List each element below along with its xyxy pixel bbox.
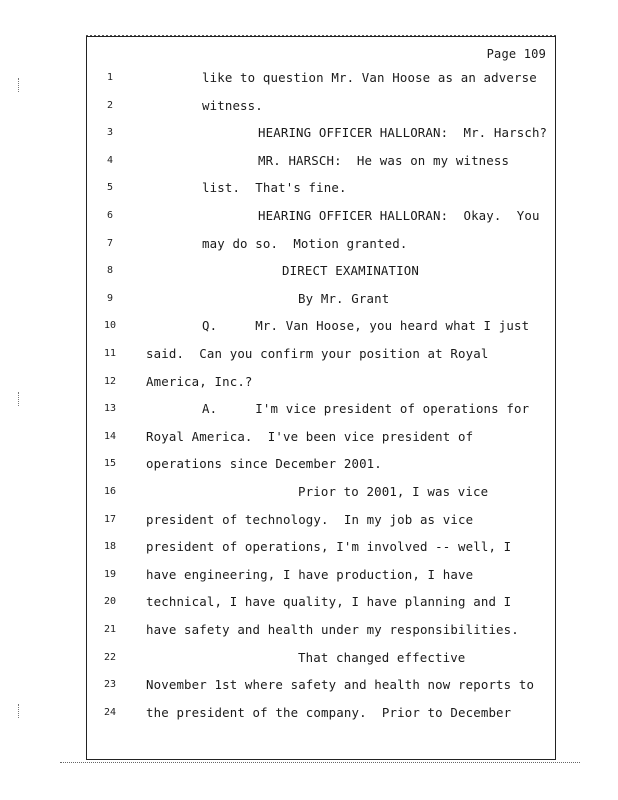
- transcript-line: [86, 291, 556, 309]
- left-margin-mark: [18, 392, 23, 406]
- transcript-line: [86, 622, 556, 640]
- line-number: 11: [103, 348, 117, 359]
- line-number: 14: [103, 430, 117, 442]
- line-text: have engineering, I have production, I have: [146, 566, 474, 582]
- transcript-line: [86, 484, 556, 502]
- transcript-line: [86, 677, 556, 695]
- transcript-line: [86, 153, 556, 171]
- line-text: list. That's fine.: [202, 180, 347, 196]
- transcript-line: [86, 346, 556, 364]
- line-number: 3: [106, 127, 114, 139]
- line-text: like to question Mr. Van Hoose as an adverse: [202, 70, 537, 85]
- line-number: 12: [103, 375, 117, 387]
- transcript-line: [86, 208, 556, 226]
- line-text: HEARING OFFICER HALLORAN: Okay. You: [258, 208, 540, 223]
- left-margin-mark: [18, 78, 23, 92]
- bottom-border-rule: [60, 762, 580, 763]
- transcript-line: [86, 401, 556, 419]
- transcript-line: [86, 650, 556, 668]
- line-text: operations since December 2001.: [146, 456, 382, 472]
- line-text: Royal America. I've been vice president of: [146, 428, 474, 444]
- line-number: 16: [103, 486, 117, 497]
- line-number: 8: [106, 265, 114, 277]
- line-number: 7: [106, 237, 114, 249]
- line-number: 17: [103, 513, 117, 525]
- line-text: A. I'm vice president of operations for: [202, 401, 530, 417]
- page-number: Page 109: [486, 47, 546, 61]
- left-margin-mark: [18, 704, 23, 718]
- transcript-line: [86, 70, 556, 88]
- transcript-line: [86, 429, 556, 447]
- line-text: MR. HARSCH: He was on my witness: [258, 152, 510, 168]
- line-number: 20: [103, 596, 117, 608]
- line-text: DIRECT EXAMINATION: [282, 263, 419, 279]
- line-text: America, Inc.?: [146, 373, 253, 389]
- line-number: 9: [106, 292, 114, 304]
- transcript-line: [86, 263, 556, 281]
- transcript-line: [86, 594, 556, 612]
- line-text: By Mr. Grant: [298, 290, 390, 306]
- line-text: witness.: [202, 97, 263, 113]
- line-number: 18: [103, 541, 117, 553]
- line-number: 10: [103, 320, 117, 332]
- line-text: Prior to 2001, I was vice: [298, 484, 489, 499]
- transcript-line: [86, 318, 556, 336]
- line-text: technical, I have quality, I have planning and I: [146, 594, 512, 610]
- transcript-line: [86, 374, 556, 392]
- line-number: 21: [103, 624, 117, 635]
- line-number: 4: [106, 154, 114, 166]
- transcript-line: [86, 539, 556, 557]
- line-number: 6: [106, 210, 114, 221]
- line-number: 5: [106, 182, 114, 194]
- line-number: 23: [103, 679, 117, 691]
- transcript-line: [86, 236, 556, 254]
- line-text: Q. Mr. Van Hoose, you heard what I just: [202, 318, 530, 334]
- line-number: 22: [103, 651, 117, 663]
- line-text: the president of the company. Prior to December: [146, 704, 512, 720]
- line-text: have safety and health under my responsibilities.: [146, 622, 519, 637]
- line-text: HEARING OFFICER HALLORAN: Mr. Harsch?: [258, 125, 548, 141]
- line-number: 15: [103, 458, 117, 470]
- line-number: 2: [106, 99, 114, 111]
- line-text: November 1st where safety and health now reports to: [146, 677, 535, 693]
- line-text: may do so. Motion granted.: [202, 235, 408, 251]
- transcript-line: [86, 512, 556, 530]
- transcript-line: [86, 567, 556, 585]
- transcript-line: [86, 705, 556, 723]
- line-number: 1: [106, 72, 114, 83]
- line-text: president of technology. In my job as vice: [146, 511, 474, 527]
- transcript-line: [86, 125, 556, 143]
- transcript-line: [86, 456, 556, 474]
- line-text: said. Can you confirm your position at Royal: [146, 346, 489, 361]
- transcript-line: [86, 98, 556, 116]
- transcript-line: [86, 180, 556, 198]
- line-number: 13: [103, 403, 117, 415]
- line-number: 19: [103, 568, 117, 580]
- line-number: 24: [103, 706, 117, 718]
- line-text: That changed effective: [298, 649, 466, 665]
- line-text: president of operations, I'm involved -- well, I: [146, 539, 512, 555]
